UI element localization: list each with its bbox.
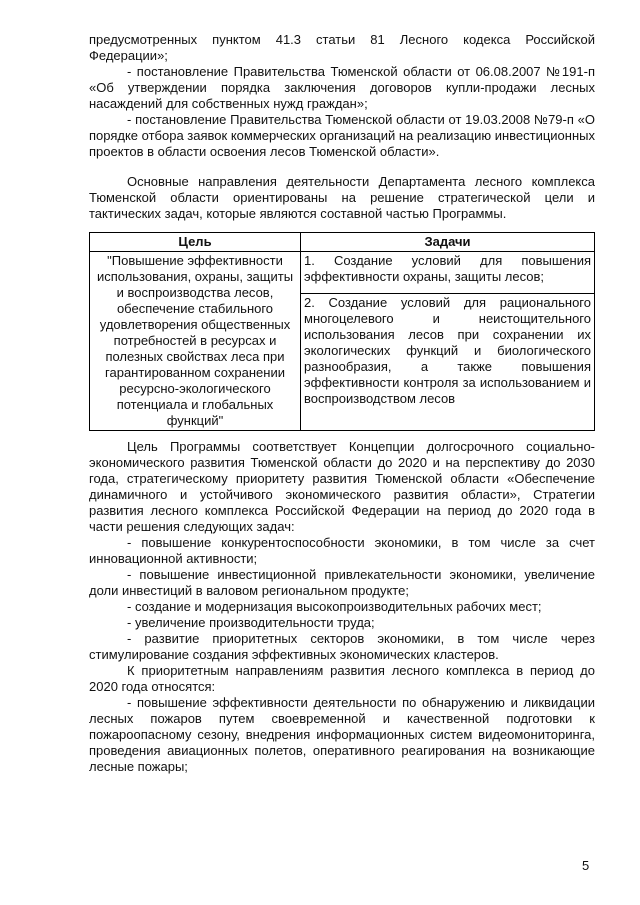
task-list-item: - создание и модернизация высокопроизводительных рабочих мест;	[127, 599, 542, 614]
list-item-resolution-191: - постановление Правительства Тюменской области от 06.08.2007 №191-п «Об утверждении порядка заключения договоров купли-продажи лесных насаждений для собственных нужд граждан»;	[89, 64, 595, 111]
table-header-row	[90, 233, 595, 252]
page-number: 5	[582, 858, 590, 873]
table-cell-goal: "Повышение эффективности использования, охраны, защиты и воспроизводства лесов, обеспечение стабильного удовлетворения общественных потребностей в ресурсах и полезных свойствах леса при гарантированном сохранении ресурсно-экологического потенциала и глобальных функций"	[90, 252, 301, 431]
task-list-item: - повышение инвестиционной привлекательности экономики, увеличение доли инвестиций в валовом региональном продукте;	[89, 567, 595, 598]
goals-tasks-table	[89, 232, 595, 431]
spacer	[89, 160, 595, 174]
task-list-item: - повышение конкурентоспособности экономики, в том числе за счет инновационной активности;	[89, 535, 595, 566]
table-cell-task-1: 1. Создание условий для повышения эффективности охраны, защиты лесов;	[301, 252, 595, 294]
page-body	[89, 32, 595, 775]
table-row	[90, 252, 595, 294]
table-cell-task-2: 2. Создание условий для рационального многоцелевого и неистощительного использования лесов при сохранении их экологических функций и биологического разнообразия, а также повышения эффективности контроля за использованием и воспроизводством лесов	[301, 293, 595, 430]
paragraph-continuation: предусмотренных пунктом 41.3 статьи 81 Лесного кодекса Российской Федерации»;	[89, 32, 595, 63]
priority-list-item: - повышение эффективности деятельности по обнаружению и ликвидации лесных пожаров путем своевременной и качественной подготовки к пожароопасному сезону, внедрения информационных систем видеомониторинга, проведения авиационных полетов, оперативного реагирования на возникающие лесные пожары;	[89, 695, 595, 774]
intro-paragraph: Основные направления деятельности Департамента лесного комплекса Тюменской области ориентированы на решение стратегической цели и тактических задач, которые являются составной частью Программы.	[89, 174, 595, 221]
list-item-resolution-79: - постановление Правительства Тюменской области от 19.03.2008 №79-п «О порядке отбора заявок коммерческих организаций на реализацию инвестиционных проектов в области освоения лесов Тюменской области».	[89, 112, 595, 159]
program-goal-paragraph: Цель Программы соответствует Концепции долгосрочного социально-экономического развития Тюменской области до 2020 и на перспективу до 2030 года, стратегическому приоритету развития Тюменской области «Обеспечение динамичного и устойчивого экономического развития области», Стратегии развития лесного комплекса Российской Федерации на период до 2020 года в части решения следующих задач:	[89, 439, 595, 534]
task-list-item: - развитие приоритетных секторов экономики, в том числе через стимулирование создания эффективных экономических кластеров.	[89, 631, 595, 662]
priority-paragraph: К приоритетным направлениям развития лесного комплекса в период до 2020 года относятся:	[89, 663, 595, 694]
task-list-item: - увеличение производительности труда;	[127, 615, 375, 630]
table-header-goal: Цель	[90, 233, 301, 252]
table-header-tasks: Задачи	[301, 233, 595, 252]
